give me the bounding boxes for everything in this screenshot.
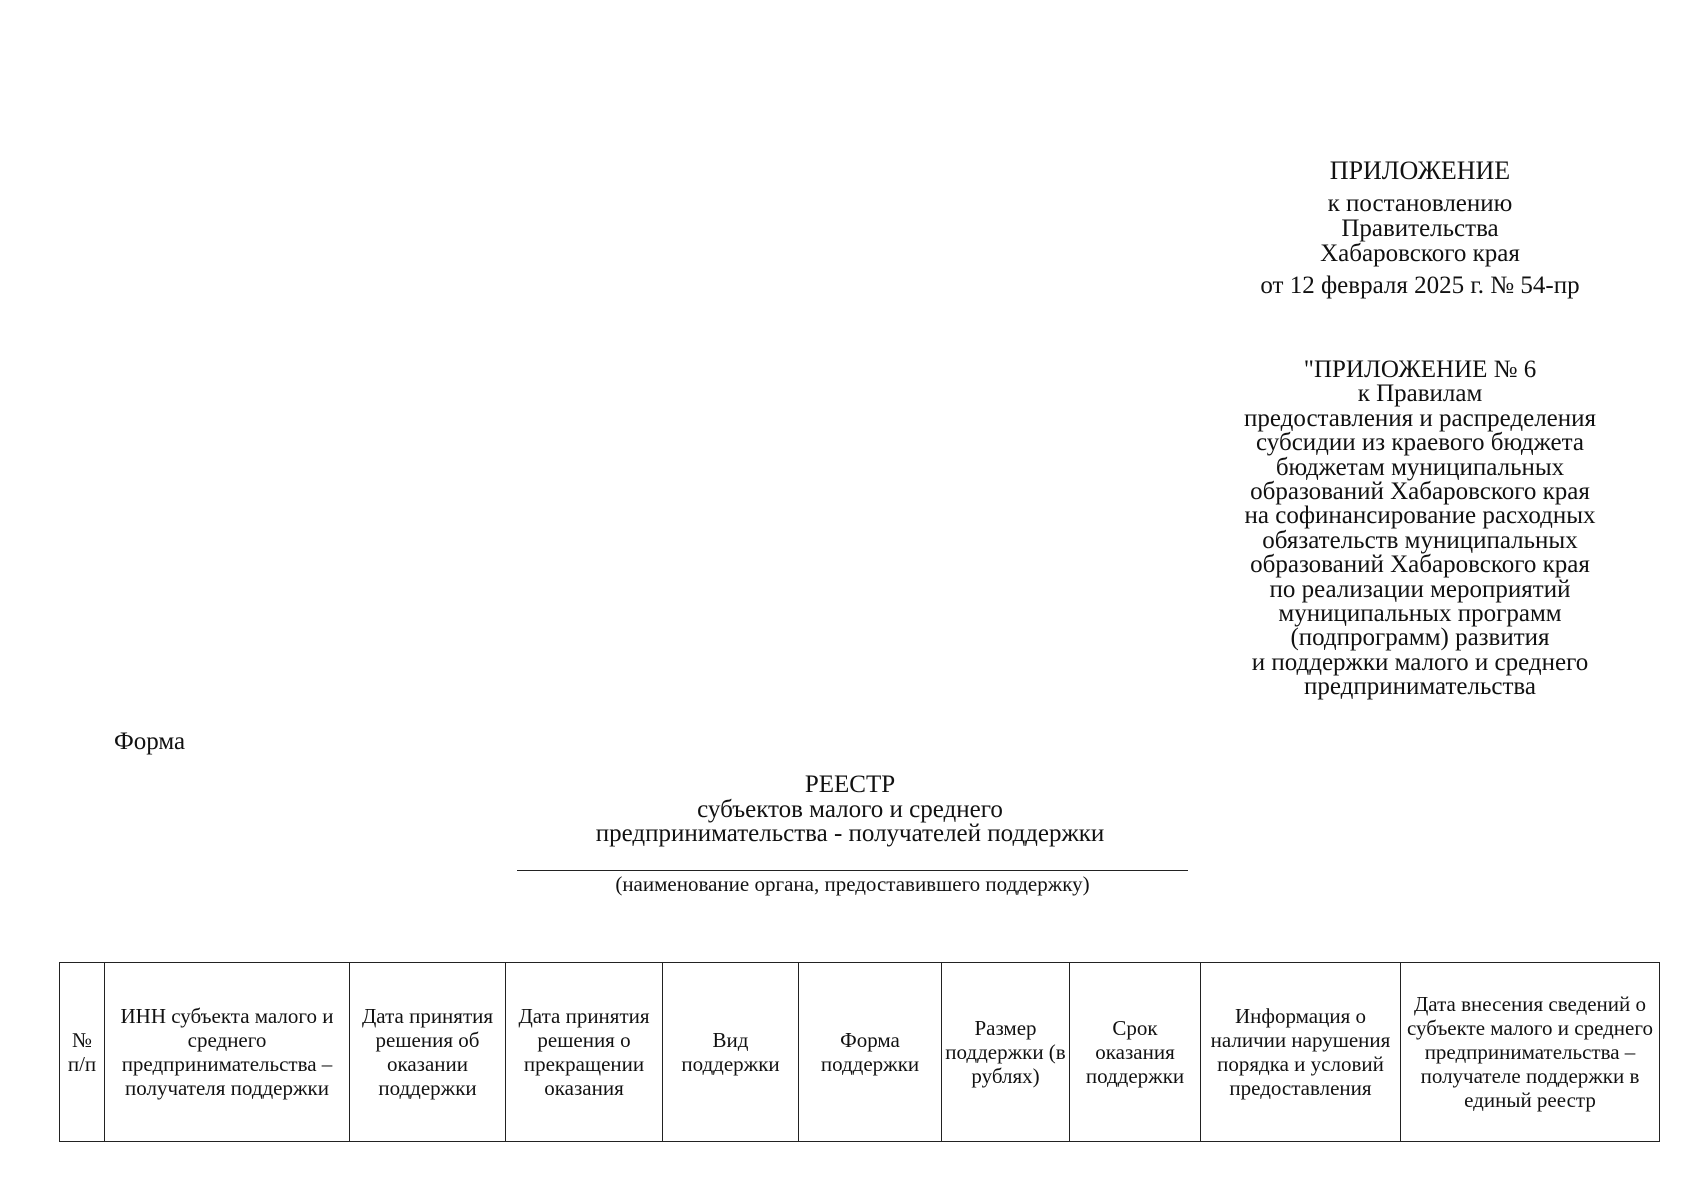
rules-line: образований Хабаровского края: [1250, 551, 1590, 579]
appendix-block: [1190, 158, 1650, 298]
appendix-date: от 12 февраля 2025 г. № 54-пр: [1260, 272, 1580, 299]
rules-line: бюджетам муниципальных: [1275, 453, 1565, 481]
registry-table: [59, 962, 1660, 1142]
appendix-line: Правительства: [1341, 215, 1499, 242]
rules-line: муниципальных программ: [1278, 600, 1562, 628]
column-header-support-type: Вид поддержки: [663, 963, 799, 1142]
organ-name-caption: (наименование органа, предоставившего поддержку): [615, 872, 1090, 896]
rules-line: предоставления и распределения: [1243, 404, 1597, 432]
rules-line: обязательств муниципальных: [1262, 526, 1578, 554]
rules-line: по реализации мероприятий: [1269, 575, 1571, 603]
appendix-line: Хабаровского края: [1320, 240, 1520, 267]
column-header-number: № п/п: [60, 963, 105, 1142]
rules-appendix-block: [1190, 358, 1650, 700]
registry-heading: [470, 773, 1230, 847]
column-header-termination-date: Дата принятия решения о прекращении оказания: [506, 963, 663, 1142]
registry-title: РЕЕСТР: [804, 771, 896, 798]
form-label: Форма: [114, 728, 186, 755]
column-header-support-amount: Размер поддержки (в рублях): [942, 963, 1070, 1142]
column-header-inn: ИНН субъекта малого и среднего предпринимательства – получателя поддержки: [105, 963, 350, 1142]
rules-line: предпринимательства: [1304, 673, 1536, 701]
column-header-support-term: Срок оказания поддержки: [1070, 963, 1201, 1142]
table-header-row: [60, 963, 1660, 1142]
column-header-registry-entry-date: Дата внесения сведений о субъекте малого и среднего предпринимательства – получателе поддержки в единый реестр: [1401, 963, 1660, 1142]
organ-name-blank-line: [517, 870, 1188, 871]
column-header-decision-date: Дата принятия решения об оказании поддержки: [350, 963, 506, 1142]
rules-line: на софинансирование расходных: [1244, 502, 1596, 530]
rules-line: образований Хабаровского края: [1250, 478, 1590, 506]
column-header-support-form: Форма поддержки: [799, 963, 942, 1142]
registry-subtitle: субъектов малого и среднего: [697, 795, 1003, 823]
rules-line: к Правилам: [1357, 380, 1483, 408]
rules-line: (подпрограмм) развития: [1290, 624, 1550, 652]
rules-line: "ПРИЛОЖЕНИЕ № 6: [1303, 356, 1537, 383]
registry-subtitle: предпринимательства - получателей поддержки: [595, 820, 1105, 847]
rules-line: и поддержки малого и среднего: [1251, 648, 1589, 676]
appendix-title: ПРИЛОЖЕНИЕ: [1329, 156, 1511, 185]
column-header-violation-info: Информация о наличии нарушения порядка и условий предоставления: [1201, 963, 1401, 1142]
rules-line: субсидии из краевого бюджета: [1256, 429, 1584, 457]
appendix-line: к постановлению: [1327, 190, 1513, 217]
